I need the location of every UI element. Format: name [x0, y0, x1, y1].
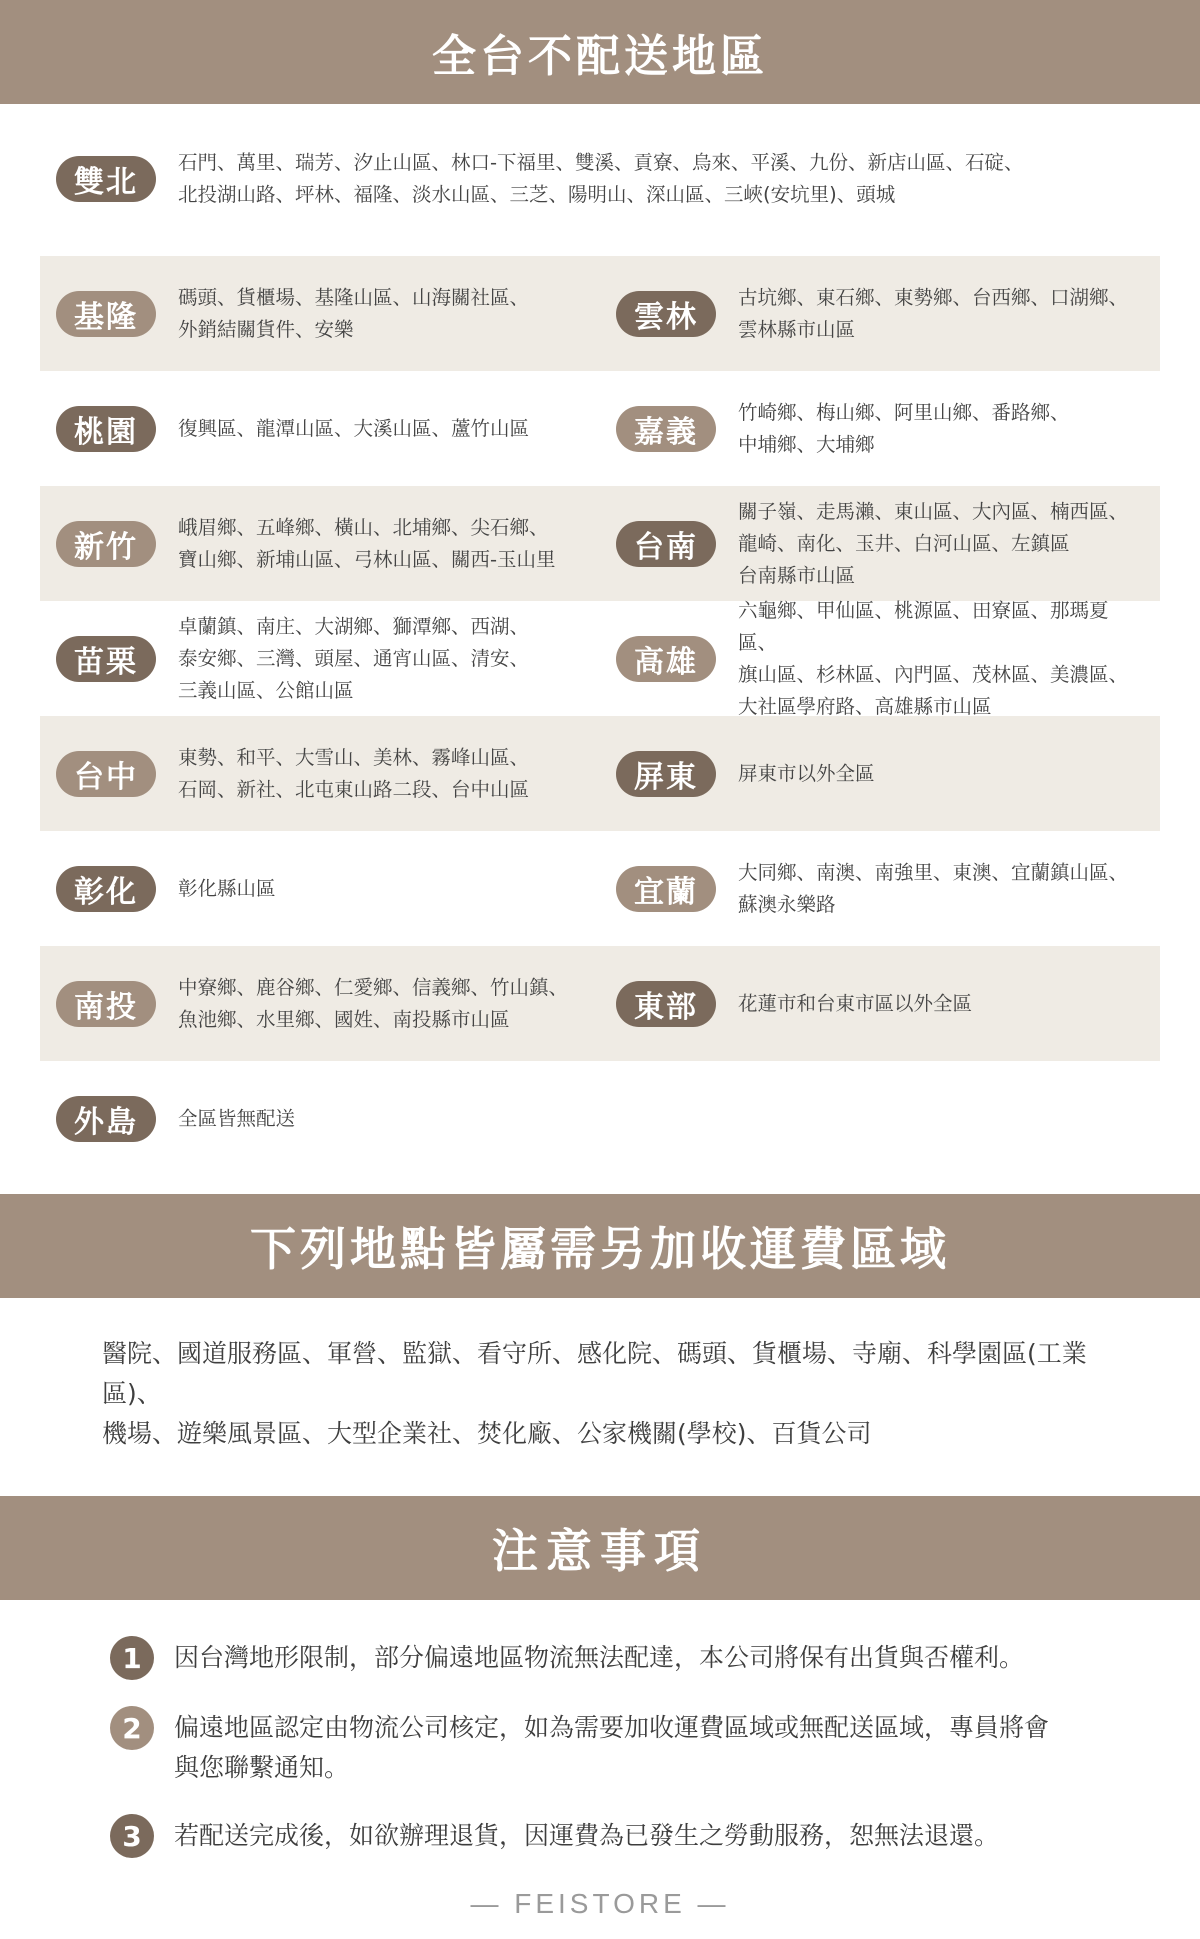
region-areas-text: 碼頭、貨櫃場、基隆山區、山海關社區、 外銷結關貨件、安樂 — [178, 285, 530, 341]
region-areas-text: 關子嶺、走馬瀨、東山區、大內區、楠西區、 龍崎、南化、玉井、白河山區、左鎮區 台南縣市山區 — [738, 499, 1129, 587]
region-cell — [600, 598, 1160, 718]
region-row — [40, 831, 1160, 946]
region-areas-text: 峨眉鄉、五峰鄉、橫山、北埔鄉、尖石鄉、 寶山鄉、新埔山區、弓林山區、關西-玉山里 — [178, 515, 556, 571]
region-row — [40, 716, 1160, 831]
region-row — [40, 256, 1160, 371]
region-name-badge: 台南 — [616, 521, 716, 567]
note-text: 因台灣地形限制，部分偏遠地區物流無法配達，本公司將保有出貨與否權利。 — [174, 1643, 1025, 1672]
region-areas-text: 六龜鄉、甲仙區、桃源區、田寮區、那瑪夏區、 旗山區、杉林區、內門區、茂林區、美濃區、 大社區學府路、高雄縣市山區 — [738, 598, 1129, 718]
region-areas-text: 卓蘭鎮、南庄、大湖鄉、獅潭鄉、西湖、 泰安鄉、三灣、頭屋、通宵山區、清安、 三義山區、公館山區 — [178, 614, 530, 702]
region-cell — [40, 256, 600, 371]
region-name-badge: 東部 — [616, 981, 716, 1027]
brand-footer: — FEISTORE — — [470, 1888, 730, 1919]
region-areas-text: 復興區、龍潭山區、大溪山區、蘆竹山區 — [178, 416, 530, 440]
region-name-badge: 雲林 — [616, 291, 716, 337]
region-name-badge: 嘉義 — [616, 406, 716, 452]
region-cell — [40, 140, 1160, 218]
region-row — [40, 486, 1160, 601]
region-cell — [40, 486, 600, 601]
region-cell — [600, 486, 1160, 601]
extra-fee-title: 下列地點皆屬需另加收運費區域 — [0, 1194, 1200, 1298]
region-name-badge: 基隆 — [56, 291, 156, 337]
region-cell — [600, 716, 1160, 831]
note-text: 偏遠地區認定由物流公司核定，如為需要加收運費區域或無配送區域，專員將會 與您聯繫通知。 — [174, 1713, 1050, 1782]
region-name-badge: 台中 — [56, 751, 156, 797]
no-delivery-title: 全台不配送地區 — [0, 0, 1200, 104]
region-cell — [600, 256, 1160, 371]
region-row — [40, 1061, 1160, 1176]
note-number-badge: 3 — [110, 1814, 154, 1858]
region-list — [0, 104, 1200, 1194]
region-row — [40, 371, 1160, 486]
note-item — [110, 1816, 1100, 1858]
region-row — [40, 598, 1160, 718]
region-name-badge: 新竹 — [56, 521, 156, 567]
region-cell — [40, 601, 600, 716]
region-areas-text: 全區皆無配送 — [178, 1106, 296, 1130]
region-cell — [600, 371, 1160, 486]
region-name-badge: 雙北 — [56, 156, 156, 202]
region-areas-text: 中寮鄉、鹿谷鄉、仁愛鄉、信義鄉、竹山鎮、 魚池鄉、水里鄉、國姓、南投縣市山區 — [178, 975, 569, 1031]
region-areas-text: 石門、萬里、瑞芳、汐止山區、林口-下福里、雙溪、貢寮、烏來、平溪、九份、新店山區、石碇、 北投湖山路、坪林、福隆、淡水山區、三芝、陽明山、深山區、三峽(安坑里)、頭城 — [178, 151, 1024, 206]
region-row — [40, 140, 1160, 218]
region-name-badge: 苗栗 — [56, 636, 156, 682]
region-cell — [40, 1061, 1160, 1176]
note-number-badge: 1 — [110, 1636, 154, 1680]
notes-list — [0, 1600, 1200, 1858]
note-number-badge: 2 — [110, 1706, 154, 1750]
region-name-badge: 南投 — [56, 981, 156, 1027]
region-areas-text: 大同鄉、南澳、南強里、東澳、宜蘭鎮山區、 蘇澳永樂路 — [738, 860, 1129, 916]
region-name-badge: 高雄 — [616, 636, 716, 682]
region-areas-text: 花蓮市和台東市區以外全區 — [738, 991, 973, 1015]
notes-title: 注意事項 — [0, 1496, 1200, 1600]
region-areas-text: 古坑鄉、東石鄉、東勢鄉、台西鄉、口湖鄉、 雲林縣市山區 — [738, 285, 1129, 341]
region-name-badge: 外島 — [56, 1096, 156, 1142]
note-item — [110, 1708, 1100, 1788]
region-cell — [600, 831, 1160, 946]
region-areas-text: 東勢、和平、大雪山、美林、霧峰山區、 石岡、新社、北屯東山路二段、台中山區 — [178, 745, 530, 801]
region-cell — [600, 946, 1160, 1061]
region-areas-text: 竹崎鄉、梅山鄉、阿里山鄉、番路鄉、 中埔鄉、大埔鄉 — [738, 400, 1070, 456]
region-name-badge: 桃園 — [56, 406, 156, 452]
region-areas-text: 彰化縣山區 — [178, 876, 276, 900]
note-item — [110, 1638, 1100, 1680]
region-row — [40, 946, 1160, 1061]
region-name-badge: 彰化 — [56, 866, 156, 912]
region-areas-text: 屏東市以外全區 — [738, 761, 875, 785]
region-name-badge: 屏東 — [616, 751, 716, 797]
note-text: 若配送完成後，如欲辦理退貨，因運費為已發生之勞動服務，恕無法退還。 — [174, 1821, 1000, 1850]
region-cell — [40, 831, 600, 946]
region-cell — [40, 371, 600, 486]
region-cell — [40, 716, 600, 831]
extra-fee-text: 醫院、國道服務區、軍營、監獄、看守所、感化院、碼頭、貨櫃場、寺廟、科學園區(工業區)、 機場、遊樂風景區、大型企業社、焚化廠、公家機關(學校)、百貨公司 — [102, 1339, 1087, 1448]
region-cell — [40, 946, 600, 1061]
region-name-badge: 宜蘭 — [616, 866, 716, 912]
